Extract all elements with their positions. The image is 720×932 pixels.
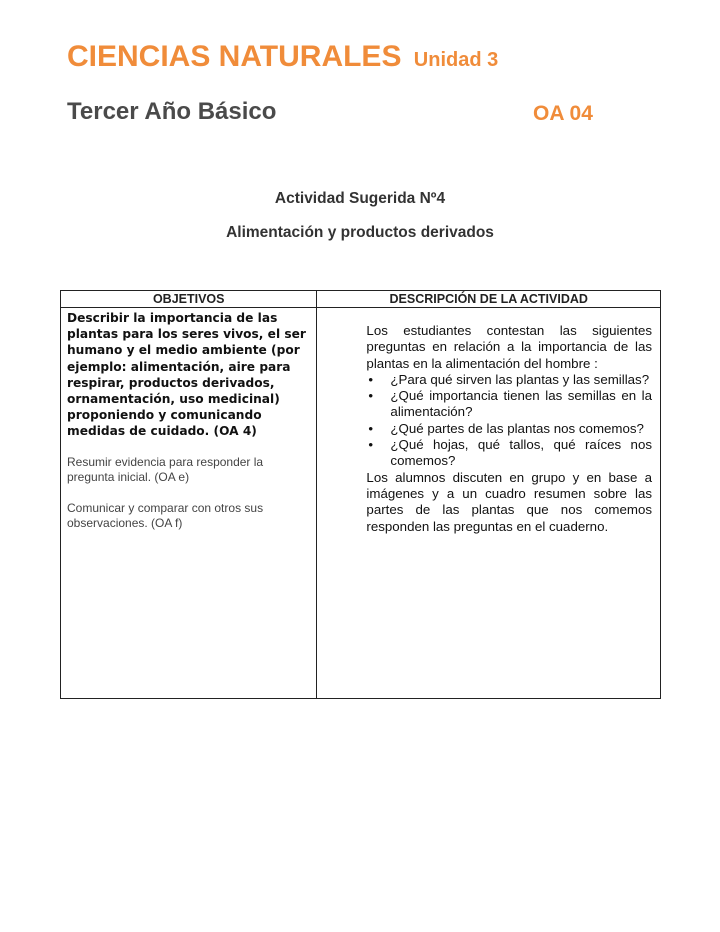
question-text: ¿Qué hojas, qué tallos, qué raíces nos comemos? <box>390 437 652 469</box>
activity-subtitle: Alimentación y productos derivados <box>226 224 494 241</box>
list-item <box>366 388 652 421</box>
subject-title <box>67 40 498 74</box>
list-item <box>366 437 652 470</box>
list-item <box>366 421 652 437</box>
bullet-icon: • <box>368 371 374 387</box>
secondary-objective: Comunicar y comparar con otros sus observaciones. (OA f) <box>67 500 264 531</box>
question-text: ¿Qué partes de las plantas nos comemos? <box>390 420 644 436</box>
table-row <box>61 308 661 699</box>
bullet-icon: • <box>368 388 374 404</box>
list-item <box>366 372 652 388</box>
objectives-header: OBJETIVOS <box>61 291 317 308</box>
description-closing: Los alumnos discuten en grupo y en base a imágenes y a un cuadro resumen sobre las partes de las plantas que nos comemos responden las preguntas en el cuaderno. <box>366 469 652 534</box>
bullet-icon: • <box>368 437 374 453</box>
description-cell <box>317 308 661 699</box>
activity-table <box>60 290 661 699</box>
description-header: DESCRIPCIÓN DE LA ACTIVIDAD <box>317 291 661 308</box>
description-intro: Los estudiantes contestan las siguientes preguntas en relación a la importancia de las plantas en la alimentación del hombre : <box>366 323 652 371</box>
question-list <box>366 372 652 470</box>
question-text: ¿Qué importancia tienen las semillas en la alimentación? <box>390 388 652 420</box>
main-objective: Describir la importancia de las plantas para los seres vivos, el ser humano y el medio ambiente (por ejemplo: alimentación, aire para respirar, productos derivados, ornamentación, uso medicinal) proponiendo y comunicando medidas de cuidado. (OA 4) <box>67 311 306 439</box>
unit-label: Unidad 3 <box>413 49 499 71</box>
oa-code: OA 04 <box>533 102 593 125</box>
secondary-objective: Resumir evidencia para responder la pregunta inicial. (OA e) <box>67 454 264 485</box>
bullet-icon: • <box>368 420 374 436</box>
question-text: ¿Para qué sirven las plantas y las semillas? <box>390 371 650 387</box>
table-header-row <box>61 291 661 308</box>
objectives-cell <box>61 308 317 699</box>
activity-title: Actividad Sugerida Nº4 <box>274 190 446 207</box>
subject-name: CIENCIAS NATURALES <box>67 40 402 73</box>
grade-level: Tercer Año Básico <box>67 98 277 125</box>
